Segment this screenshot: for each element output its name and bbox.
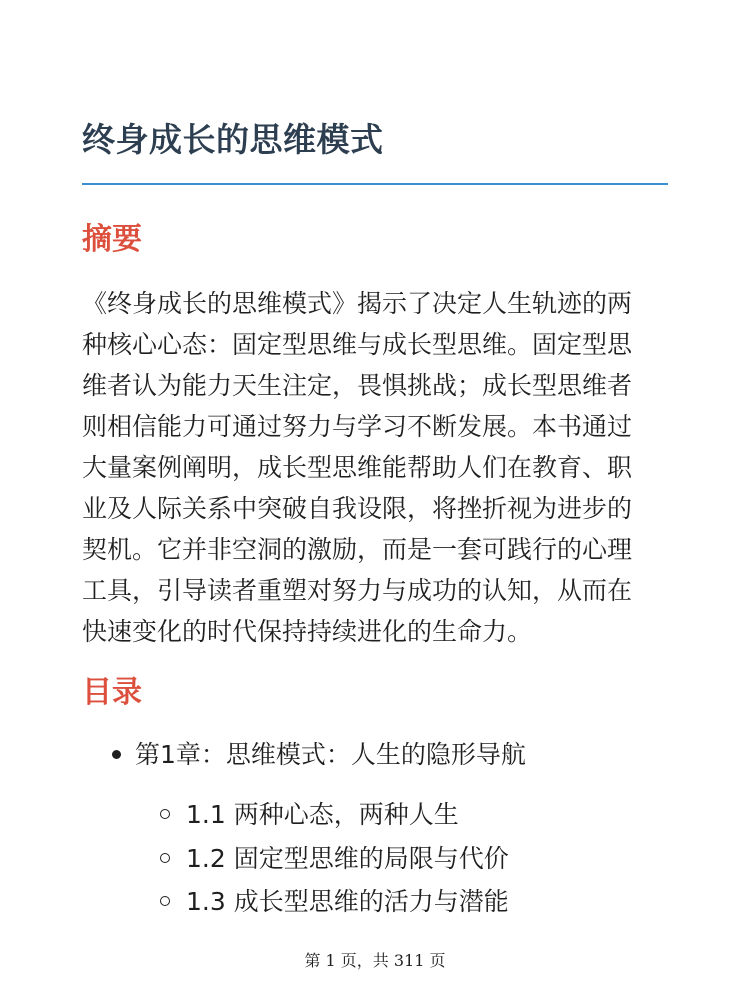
summary-line: 快速变化的时代保持持续进化的生命力。 [82, 617, 533, 646]
summary-line: 维者认为能力天生注定，畏惧挑战；成长型思维者 [82, 371, 633, 400]
toc-section-label: 1.2 固定型思维的局限与代价 [186, 844, 509, 873]
toc-section-label: 1.3 成长型思维的活力与潜能 [186, 887, 509, 916]
toc-section-1-1[interactable] [160, 797, 459, 833]
bullet-circle-icon [160, 809, 170, 819]
toc-section-1-2[interactable] [160, 841, 509, 877]
summary-line: 《终身成长的思维模式》揭示了决定人生轨迹的两 [82, 289, 633, 318]
toc-chapter-1[interactable] [112, 737, 526, 773]
toc-section-1-3[interactable] [160, 884, 509, 920]
summary-line: 大量案例阐明，成长型思维能帮助人们在教育、职 [82, 453, 633, 482]
summary-paragraph [82, 283, 668, 652]
toc-chapter-label: 第1章：思维模式：人生的隐形导航 [135, 740, 526, 769]
summary-heading: 摘要 [82, 222, 142, 257]
bullet-circle-icon [160, 853, 170, 863]
summary-line: 业及人际关系中突破自我设限，将挫折视为进步的 [82, 494, 633, 523]
summary-line: 则相信能力可通过努力与学习不断发展。本书通过 [82, 412, 633, 441]
summary-line: 种核心心态：固定型思维与成长型思维。固定型思 [82, 330, 633, 359]
title-divider [82, 183, 668, 185]
toc-heading: 目录 [82, 675, 142, 710]
bullet-circle-icon [160, 896, 170, 906]
summary-line: 工具，引导读者重塑对努力与成功的认知，从而在 [82, 576, 633, 605]
document-title: 终身成长的思维模式 [82, 120, 384, 159]
summary-line: 契机。它并非空洞的激励，而是一套可践行的心理 [82, 535, 633, 564]
toc-section-label: 1.1 两种心态，两种人生 [186, 800, 459, 829]
bullet-disc-icon [112, 750, 121, 759]
page-number-footer: 第 1 页，共 311 页 [304, 951, 446, 970]
